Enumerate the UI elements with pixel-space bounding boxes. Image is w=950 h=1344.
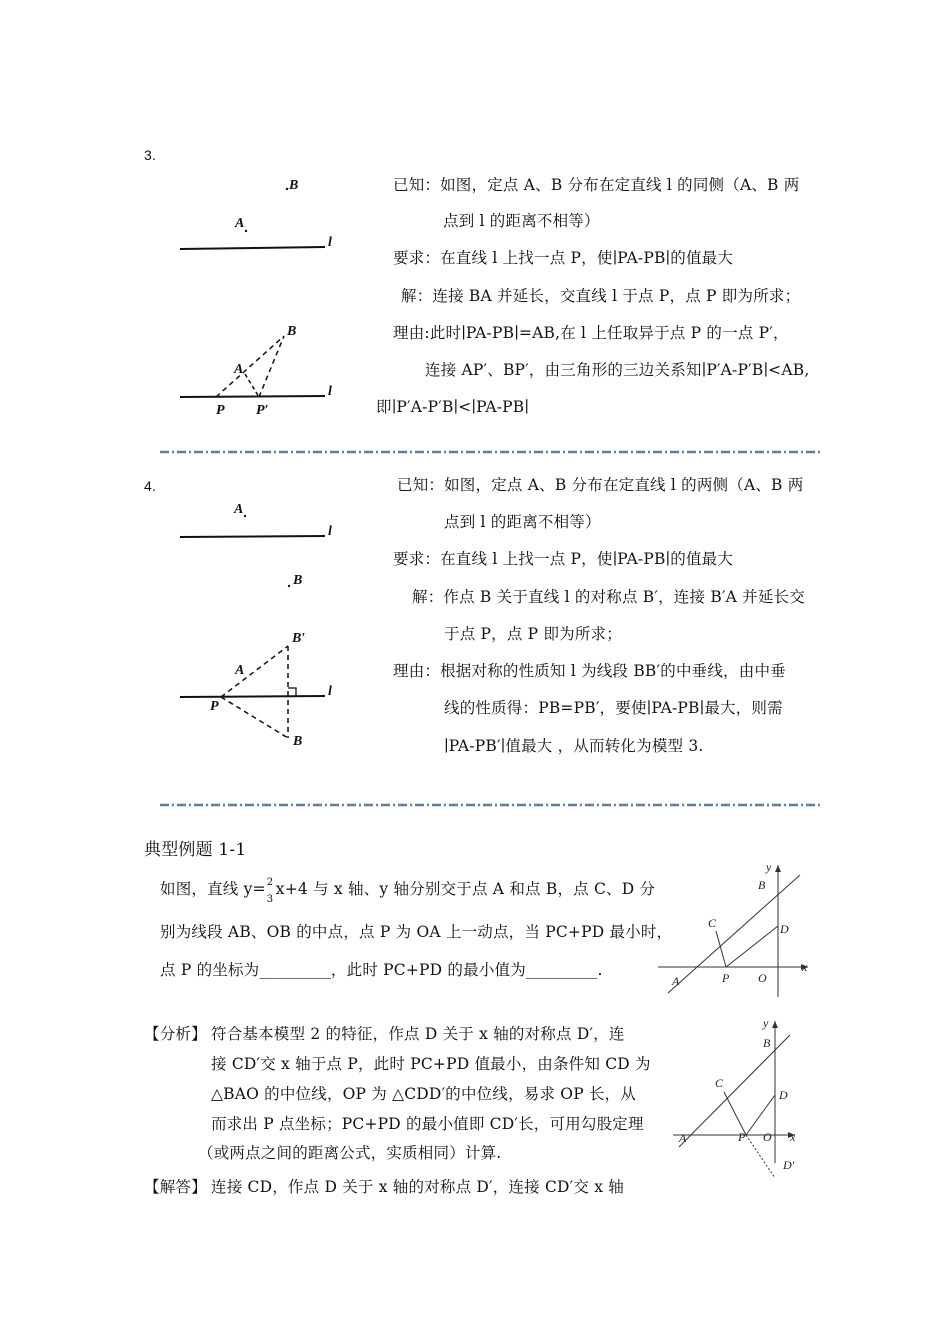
label-b: B — [293, 573, 303, 588]
segment-pb — [221, 697, 288, 738]
label-p: P — [722, 971, 730, 985]
p4-require: 要求：在直线 l 上找一点 P，使∣PA-PB∣的值最大 — [393, 550, 734, 568]
point-b-dot — [288, 585, 290, 587]
label-a: A — [235, 216, 245, 231]
p4-reason-1: 理由：根据对称的性质知 l 为线段 BB′的中垂线，由中垂 — [393, 662, 786, 680]
segment-app — [245, 374, 259, 397]
label-b: B — [287, 324, 297, 339]
p4-reason-2: 线的性质得：PB=PB′，要使∣PA-PB∣最大，则需 — [444, 699, 783, 717]
section-divider-1 — [160, 449, 822, 455]
label-p: P — [216, 403, 225, 418]
answer-tag: 【解答】 — [144, 1178, 207, 1196]
segment-cp — [724, 1092, 746, 1135]
section-divider-2 — [160, 802, 822, 808]
line-l — [180, 396, 325, 397]
label-c: C — [708, 916, 717, 930]
label-c: C — [715, 1076, 724, 1090]
example-line-1-pre: 如图，直线 y= — [160, 880, 266, 898]
analysis-line-1: 符合基本模型 2 的特征，作点 D 关于 x 轴的对称点 D′，连 — [211, 1025, 625, 1043]
label-o: O — [758, 971, 767, 985]
label-b: B — [289, 178, 299, 193]
analysis-line-2: 接 CD′交 x 轴于点 P，此时 PC+PD 值最小，由条件知 CD 为 — [211, 1055, 651, 1073]
p3-require: 要求：在直线 l 上找一点 P，使∣PA-PB∣的值最大 — [393, 249, 734, 267]
label-p-prime: P′ — [256, 403, 269, 418]
example-graph-2 — [665, 1013, 815, 1183]
label-a: A — [672, 974, 680, 988]
line-l — [180, 696, 325, 697]
line-ab — [679, 1035, 790, 1147]
example-line-2: 别为线段 AB、OB 的中点，点 P 为 OA 上一动点，当 PC+PD 最小时， — [160, 923, 673, 941]
label-b: B — [293, 734, 303, 749]
right-angle-mark — [288, 688, 296, 696]
p3-reason-3: 即∣P′A-P′B∣<∣PA-PB∣ — [376, 398, 530, 416]
analysis-tag: 【分析】 — [144, 1025, 207, 1043]
segment-pbp — [221, 646, 288, 697]
label-l: l — [328, 524, 332, 539]
label-x: x — [790, 1130, 796, 1144]
problem-4-figure-bottom — [170, 622, 350, 752]
answer-text: 连接 CD，作点 D 关于 x 轴的对称点 D′，连接 CD′交 x 轴 — [211, 1178, 624, 1196]
label-p: P — [738, 1130, 746, 1144]
segment-pd — [746, 1095, 775, 1135]
label-d: D — [779, 1088, 788, 1102]
analysis-line-3: △BAO 的中位线，OP 为 △CDD′的中位线，易求 OP 长，从 — [211, 1085, 637, 1103]
y-axis-arrow — [772, 1021, 778, 1028]
p3-given-1: 已知：如图，定点 A、B 分布在定直线 l 的同侧（A、B 两 — [393, 176, 800, 194]
point-b-dot — [286, 188, 288, 190]
line-l — [180, 536, 325, 537]
example-graph-1 — [650, 855, 820, 1005]
line-l — [180, 247, 325, 249]
label-d: D — [780, 922, 789, 936]
example-line-1 — [160, 877, 656, 905]
fraction-numerator: 2 — [266, 877, 274, 888]
example-title: 典型例题 1-1 — [144, 840, 247, 860]
point-a-dot — [244, 515, 246, 517]
analysis-line-4: 而求出 P 点坐标；PC+PD 的最小值即 CD′长，可用勾股定理 — [211, 1115, 644, 1133]
p3-solution: 解：连接 BA 并延长，交直线 l 于点 P，点 P 即为所求； — [401, 287, 801, 305]
label-l: l — [328, 684, 332, 699]
y-axis-arrow — [775, 865, 781, 872]
label-p: P — [210, 699, 219, 714]
problem-4-number: 4. — [144, 478, 157, 494]
example-line-1-post: x+4 与 x 轴、y 轴分别交于点 A 和点 B，点 C、D 分 — [275, 880, 656, 898]
segment-pd — [726, 926, 778, 967]
analysis-line-5: （或两点之间的距离公式，实质相同）计算. — [198, 1144, 502, 1162]
label-a: A — [234, 502, 244, 517]
label-o: O — [763, 1130, 772, 1144]
example-line-3: 点 P 的坐标为_________，此时 PC+PD 的最小值为_________. — [160, 961, 603, 979]
label-d-prime: D′ — [783, 1158, 795, 1172]
fraction-denominator: 3 — [266, 894, 274, 905]
label-b-prime: B′ — [292, 631, 306, 646]
label-a: A — [234, 362, 244, 377]
fraction-two-thirds — [266, 877, 276, 905]
label-y: y — [763, 1016, 769, 1030]
segment-ppb — [259, 336, 284, 397]
p4-reason-3: ∣PA-PB′∣值最大 ，从而转化为模型 3. — [444, 737, 704, 755]
p3-given-2: 点到 l 的距离不相等） — [443, 212, 600, 230]
label-x: x — [802, 960, 808, 974]
p4-given-1: 已知：如图，定点 A、B 分布在定直线 l 的两侧（A、B 两 — [397, 476, 804, 494]
problem-3-figure-bottom — [170, 318, 350, 423]
p4-solution-2: 于点 P，点 P 即为所求； — [444, 625, 622, 643]
problem-3-figure-top — [170, 172, 350, 262]
p3-reason-1: 理由:此时∣PA-PB∣=AB,在 l 上任取异于点 P 的一点 P′， — [393, 324, 789, 342]
label-b: B — [763, 1036, 771, 1050]
label-y: y — [766, 860, 772, 874]
point-a-dot — [245, 230, 247, 232]
label-a: A — [235, 663, 245, 678]
problem-4-figure-top — [170, 493, 350, 593]
p3-reason-2: 连接 AP′、BP′，由三角形的三边关系知∣P′A-P′B∣<AB, — [425, 361, 810, 379]
p4-solution-1: 解：作点 B 关于直线 l 的对称点 B′，连接 B′A 并延长交 — [412, 588, 805, 606]
label-b: B — [758, 878, 766, 892]
label-a: A — [679, 1131, 687, 1145]
p4-given-2: 点到 l 的距离不相等） — [444, 513, 601, 531]
label-l: l — [328, 235, 332, 250]
problem-3-number: 3. — [144, 147, 157, 163]
label-l: l — [328, 384, 332, 399]
segment-pb — [216, 336, 284, 397]
